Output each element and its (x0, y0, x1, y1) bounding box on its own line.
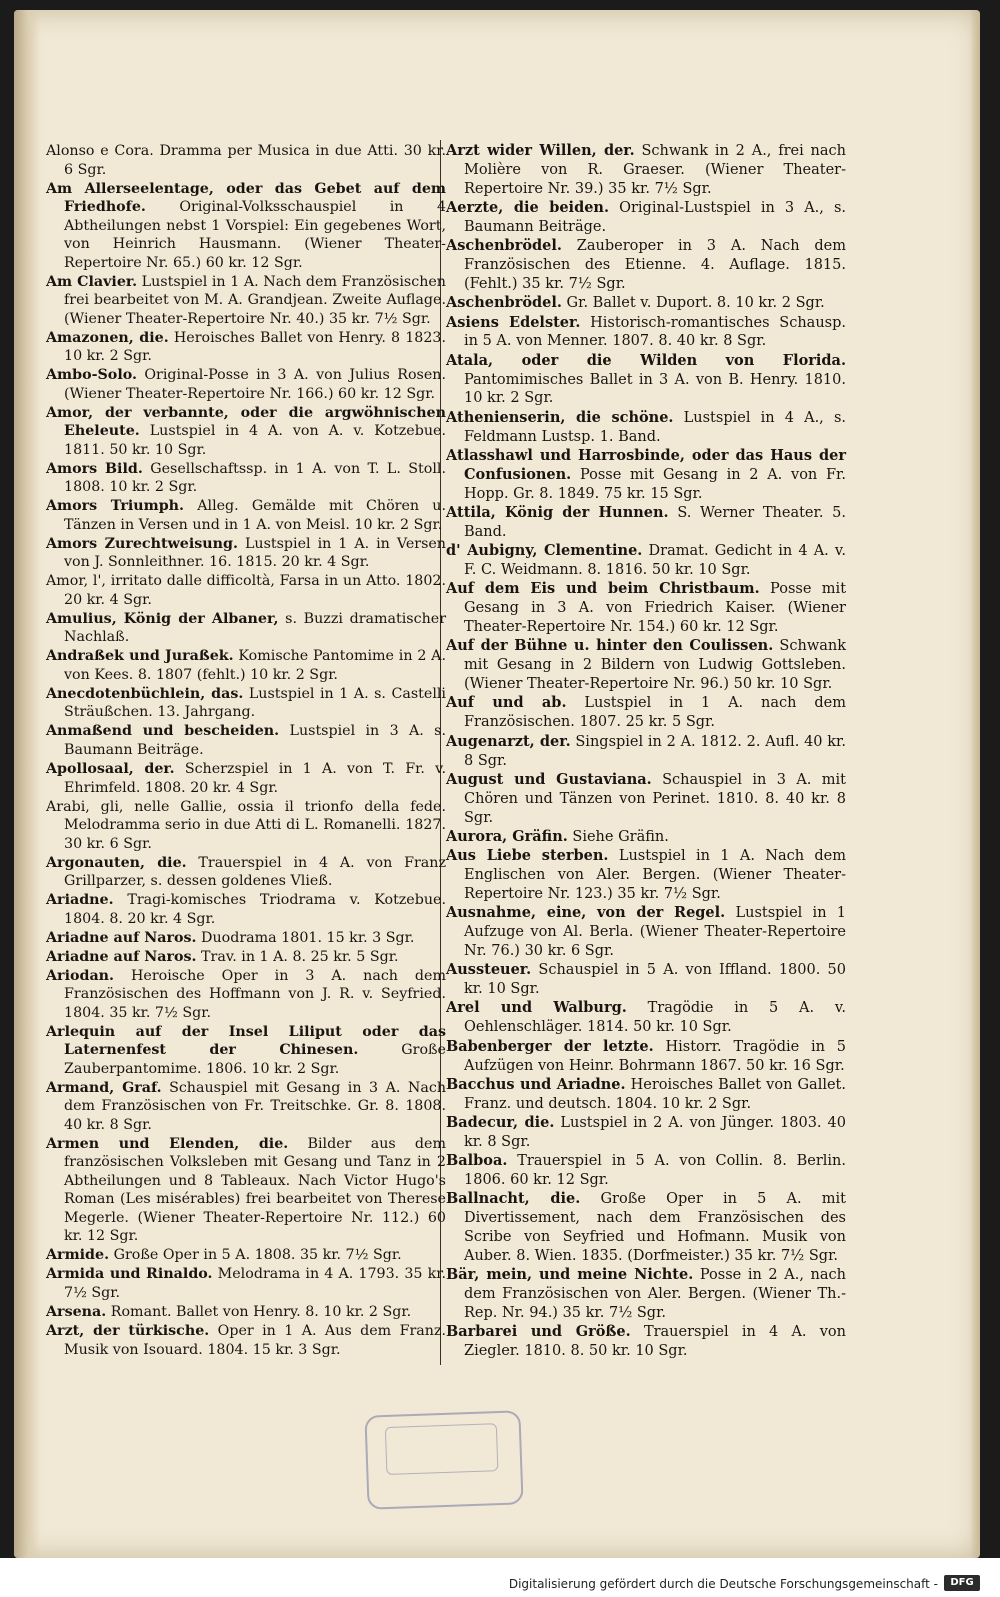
catalog-entry (46, 760, 446, 797)
entry-title: Arlequin auf der Insel Liliput oder das Laternenfest der Chinesen. (46, 1023, 446, 1059)
entry-description: Gesellschaftssp. in 1 A. von T. L. Stoll. 1808. 10 kr. 2 Sgr. (64, 460, 446, 496)
catalog-entry (46, 572, 446, 609)
entry-description: Posse mit Gesang in 3 A. von Friedrich Kaiser. (Wiener Theater-Repertoire Nr. 154.) 60 kr. 12 Sgr. (464, 581, 847, 636)
entry-title: Aurora, Gräfin. (446, 827, 568, 845)
entry-title: Aschenbrödel. (446, 294, 562, 312)
entry-title: Ariadne auf Naros. (46, 948, 197, 965)
entry-title: Ariadne auf Naros. (46, 929, 197, 946)
catalog-entry (446, 294, 846, 313)
catalog-entry (46, 948, 446, 967)
catalog-entry (446, 409, 846, 447)
entry-title: Argonauten, die. (46, 854, 187, 871)
entry-description: Schauspiel in 5 A. von Iffland. 1800. 50 kr. 10 Sgr. (464, 962, 847, 998)
catalog-entry (46, 891, 446, 928)
catalog-entry (446, 1076, 846, 1114)
entry-description: Romant. Ballet von Henry. 8. 10 kr. 2 Sgr. (110, 1303, 412, 1320)
catalog-entry (46, 610, 446, 647)
entry-description: Pantomimisches Ballet in 3 A. von B. Henry. 1810. 10 kr. 2 Sgr. (464, 371, 846, 407)
entry-description: Bilder aus dem französischen Volksleben mit Gesang und Tanz in 2 Abtheilungen und 8 Tableaux. Nach Victor Hugo's Roman (Les misérables) frei bearbeitet von Therese Megerle. (Wiener Theater-Repertoire Nr. 112.) 60 kr. 12 Sgr. (64, 1135, 446, 1245)
catalog-entry (446, 694, 846, 732)
page-edge (970, 10, 980, 1558)
catalog-entry (446, 637, 846, 694)
entry-title: Badecur, die. (446, 1114, 555, 1132)
entry-description: Lustspiel in 1 A. s. Castelli Sträußchen. 13. Jahrgang. (64, 685, 446, 721)
entry-description: Historisch-romantisches Schausp. in 5 A. von Menner. 1807. 8. 40 kr. 8 Sgr. (464, 314, 846, 350)
catalog-entry (446, 1114, 846, 1152)
entry-title: Bär, mein, und meine Nichte. (446, 1266, 694, 1284)
digitization-note: Digitalisierung gefördert durch die Deutsche Forschungsgemeinschaft - (508, 1577, 938, 1591)
entry-title: Armen und Elenden, die. (46, 1135, 289, 1152)
library-stamp (364, 1410, 523, 1509)
entry-description: Lustspiel in 1 Aufzuge von Al. Berla. (Wiener Theater-Repertoire Nr. 76.) 30 kr. 6 Sgr. (464, 905, 847, 959)
entry-description: Gr. Ballet v. Duport. 8. 10 kr. 2 Sgr. (566, 295, 825, 312)
entry-description: Trauerspiel in 5 A. von Collin. 8. Berlin. 1806. 60 kr. 12 Sgr. (464, 1153, 846, 1189)
entry-description: Posse in 2 A., nach dem Französischen von Aler. Bergen. (Wiener Th.-Rep. Nr. 94.) 35 kr. 7½ Sgr. (464, 1267, 846, 1321)
entry-title: August und Gustaviana. (446, 770, 652, 788)
entry-description: Heroisches Ballet von Henry. 8 1823. 10 kr. 2 Sgr. (64, 329, 446, 365)
catalog-entry (46, 1079, 446, 1135)
catalog-entry (46, 460, 446, 497)
entry-description: Tragi-komisches Triodrama v. Kotzebue. 1804. 8. 20 kr. 4 Sgr. (64, 892, 447, 927)
entry-description: Siehe Gräfin. (572, 828, 669, 845)
entry-description: Lustspiel in 3 A. s. Baumann Beiträge. (64, 723, 447, 758)
entry-description: Trav. in 1 A. 8. 25 kr. 5 Sgr. (201, 948, 399, 965)
entry-description: Lustspiel in 4 A. von A. v. Kotzebue. 1811. 50 kr. 10 Sgr. (64, 423, 447, 458)
entry-description: Historr. Tragödie in 5 Aufzügen von Heinr. Bohrmann 1867. 50 kr. 16 Sgr. (464, 1038, 846, 1074)
catalog-entry (446, 580, 846, 637)
entry-title: Am Allerseelentage, oder das Gebet auf dem Friedhofe. (46, 180, 446, 216)
catalog-entry (446, 447, 846, 504)
catalog-entry (446, 352, 846, 409)
catalog-entry (46, 1265, 446, 1302)
entry-description: Schwank in 2 A., frei nach Molière von R. Graeser. (Wiener Theater-Repertoire Nr. 39.) 35 kr. 7½ Sgr. (464, 143, 846, 197)
entry-title: Amors Zurechtweisung. (46, 535, 238, 552)
entry-description: Schauspiel mit Gesang in 3 A. Nach dem Französischen von Fr. Treitschke. Gr. 8. 1808. 40 kr. 8 Sgr. (64, 1079, 446, 1133)
entry-title: Amors Bild. (46, 460, 143, 477)
catalog-entry (446, 771, 846, 828)
entry-description: Scherzspiel in 1 A. von T. Fr. v. Ehrimfeld. 1808. 20 kr. 4 Sgr. (64, 761, 446, 796)
binding-shadow (14, 10, 40, 1558)
catalog-entry (46, 722, 446, 759)
entry-title: Ausnahme, eine, von der Regel. (446, 904, 726, 922)
entry-title: Aussteuer. (446, 961, 532, 979)
entry-description: Heroische Oper in 3 A. nach dem Französischen des Hoffmann von J. R. v. Seyfried. 1804. 35 kr. 7½ Sgr. (64, 967, 447, 1021)
catalog-entry (446, 999, 846, 1037)
entry-description: Posse mit Gesang in 2 A. von Fr. Hopp. Gr. 8. 1849. 75 kr. 15 Sgr. (464, 466, 846, 502)
catalog-entry (446, 1038, 846, 1076)
entry-description: Große Zauberpantomime. 1806. 10 kr. 2 Sgr. (64, 1042, 446, 1077)
entry-title: Auf der Bühne u. hinter den Coulissen. (446, 637, 774, 655)
stamp-inner-box (385, 1423, 499, 1475)
entry-description: S. Werner Theater. 5. Band. (464, 505, 846, 540)
entry-title: Anmaßend und bescheiden. (46, 723, 280, 740)
catalog-entry (46, 1246, 446, 1265)
catalog-entry (446, 1152, 846, 1190)
catalog-entry (446, 237, 846, 294)
entry-description: Alonso e Cora. Dramma per Musica in due Atti. 30 kr. 6 Sgr. (46, 143, 446, 178)
catalog-entry (46, 329, 446, 366)
entry-description: s. Buzzi dramatischer Nachlaß. (64, 610, 447, 646)
catalog-entry (446, 199, 846, 237)
catalog-entry (446, 314, 846, 352)
catalog-entry (46, 967, 446, 1023)
catalog-entry (446, 961, 846, 999)
entry-description: Original-Posse in 3 A. von Julius Rosen. (Wiener Theater-Repertoire Nr. 166.) 60 kr. 12 Sgr. (64, 367, 446, 402)
entry-title: Auf dem Eis und beim Christbaum. (446, 580, 760, 598)
catalog-entry (46, 404, 446, 460)
entry-title: Aerzte, die beiden. (446, 199, 610, 217)
entry-description: Duodrama 1801. 15 kr. 3 Sgr. (201, 929, 415, 946)
catalog-entry (446, 828, 846, 847)
entry-title: Ariadne. (46, 892, 114, 909)
entry-title: Ariodan. (46, 967, 115, 984)
entry-title: Arsena. (46, 1303, 107, 1320)
entry-description: Trauerspiel in 4 A. von Franz Grillparzer, s. dessen goldenes Vließ. (64, 854, 446, 890)
entry-description: Schauspiel in 3 A. mit Chören und Tänzen von Perinet. 1810. 8. 40 kr. 8 Sgr. (464, 771, 847, 826)
entry-title: Ballnacht, die. (446, 1190, 581, 1208)
entry-description: Lustspiel in 1 A. Nach dem Englischen von Aler. Bergen. (Wiener Theater-Repertoire Nr. 123.) 35 kr. 7½ Sgr. (464, 848, 847, 902)
entry-title: Attila, König der Hunnen. (446, 504, 669, 522)
entry-description: Heroisches Ballet von Gallet. Franz. und deutsch. 1804. 10 kr. 2 Sgr. (464, 1076, 846, 1112)
entry-title: Armida und Rinaldo. (46, 1266, 213, 1283)
entry-description: Trauerspiel in 4 A. von Ziegler. 1810. 8. 50 kr. 10 Sgr. (464, 1324, 847, 1360)
catalog-entry (46, 1135, 446, 1246)
entry-title: Balboa. (446, 1152, 508, 1170)
entry-title: Atala, oder die Wilden von Florida. (446, 351, 846, 369)
entry-description: Große Oper in 5 A. mit Divertissement, nach dem Französischen des Scribe von Seyfried und Hofmann. Musik von Auber. 8. Wien. 1835. (Dorfmeister.) 35 kr. 7½ Sgr. (464, 1191, 847, 1264)
catalog-entry (446, 733, 846, 771)
entry-title: Athenienserin, die schöne. (446, 408, 674, 426)
entry-title: Am Clavier. (46, 273, 138, 290)
entry-description: Zauberoper in 3 A. Nach dem Französischen des Etienne. 4. Auflage. 1815. (Fehlt.) 35 kr. 7½ Sgr. (464, 238, 847, 292)
catalog-entry (46, 366, 446, 403)
entry-description: Dramat. Gedicht in 4 A. v. F. C. Weidmann. 8. 1816. 50 kr. 10 Sgr. (464, 543, 847, 579)
catalog-entry (446, 504, 846, 542)
entry-title: Barbarei und Größe. (446, 1323, 631, 1341)
right-column (446, 142, 846, 1362)
catalog-entry (446, 1266, 846, 1323)
catalog-entry (446, 542, 846, 580)
entry-title: Aus Liebe sterben. (446, 847, 609, 865)
entry-description: Singspiel in 2 A. 1812. 2. Aufl. 40 kr. 8 Sgr. (464, 733, 847, 769)
left-column (46, 142, 446, 1360)
entry-description: Große Oper in 5 A. 1808. 35 kr. 7½ Sgr. (113, 1247, 402, 1264)
catalog-entry (46, 647, 446, 684)
entry-title: Amulius, König der Albaner, (46, 610, 279, 627)
catalog-entry (46, 685, 446, 722)
catalog-entry (446, 142, 846, 199)
entry-title: Arzt, der türkische. (46, 1322, 210, 1339)
entry-description: Original-Lustspiel in 3 A., s. Baumann Beiträge. (464, 200, 846, 235)
dfg-logo: DFG (944, 1575, 980, 1591)
catalog-entry (46, 273, 446, 329)
entry-description: Komische Pantomime in 2 A. von Kees. 8. 1807 (fehlt.) 10 kr. 2 Sgr. (64, 648, 447, 683)
entry-title: Aschenbrödel. (446, 237, 562, 255)
catalog-entry (46, 1303, 446, 1322)
entry-description: Lustspiel in 2 A. von Jünger. 1803. 40 kr. 8 Sgr. (464, 1115, 846, 1150)
entry-title: Auf und ab. (446, 694, 567, 712)
entry-description: Oper in 1 A. Aus dem Franz. Musik von Isouard. 1804. 15 kr. 3 Sgr. (64, 1322, 446, 1358)
entry-description: Alleg. Gemälde mit Chören u. Tänzen in Versen und in 1 A. von Meisl. 10 kr. 2 Sgr. (64, 498, 447, 533)
entry-description: Lustspiel in 1 A. nach dem Französischen. 1807. 25 kr. 5 Sgr. (464, 695, 846, 731)
entry-title: Asiens Edelster. (446, 313, 581, 331)
entry-description: Schwank mit Gesang in 2 Bildern von Ludwig Gottsleben. (Wiener Theater-Repertoire Nr. 96.) 50 kr. 10 Sgr. (464, 638, 846, 693)
entry-description: Lustspiel in 4 A., s. Feldmann Lustsp. 1. Band. (464, 409, 846, 445)
catalog-entry (46, 497, 446, 534)
entry-title: Armand, Graf. (46, 1079, 162, 1096)
catalog-entry (46, 1023, 446, 1079)
catalog-entry (46, 798, 446, 854)
entry-title: Armide. (46, 1247, 110, 1264)
entry-title: Amors Triumph. (46, 498, 185, 515)
entry-description: Amor, l', irritato dalle difficoltà, Farsa in un Atto. 1802. 20 kr. 4 Sgr. (46, 573, 446, 608)
catalog-entry (446, 847, 846, 904)
entry-title: Amazonen, die. (46, 329, 169, 346)
entry-title: Arzt wider Willen, der. (446, 142, 635, 159)
catalog-entry (446, 904, 846, 961)
catalog-entry (46, 535, 446, 572)
entry-title: Augenarzt, der. (446, 732, 571, 750)
entry-title: Anecdotenbüchlein, das. (46, 685, 244, 702)
catalog-entry (46, 929, 446, 948)
entry-title: Arel und Walburg. (446, 999, 627, 1017)
catalog-entry (446, 1323, 846, 1361)
catalog-entry (46, 142, 446, 179)
entry-description: Lustspiel in 1 A. Nach dem Französischen frei bearbeitet von M. A. Grandjean. Zweite Auflage. (Wiener Theater-Repertoire Nr. 40.) 35 kr. 7½ Sgr. (64, 273, 446, 327)
entry-description: Original-Volksschauspiel in 4 Abtheilungen nebst 1 Vorspiel: Ein gegebenes Wort, von Heinrich Hausmann. (Wiener Theater-Repertoire Nr. 65.) 60 kr. 12 Sgr. (64, 199, 447, 271)
entry-title: Andraßek und Juraßek. (46, 648, 234, 665)
entry-title: d' Aubigny, Clementine. (446, 542, 643, 560)
entry-description: Arabi, gli, nelle Gallie, ossia il trionfo della fede. Melodramma serio in due Atti di L. Romanelli. 1827. 30 kr. 6 Sgr. (46, 798, 446, 852)
catalog-entry (46, 180, 446, 273)
entry-title: Apollosaal, der. (46, 761, 175, 778)
entry-title: Ambo-Solo. (46, 367, 137, 384)
catalog-entry (46, 854, 446, 891)
entry-title: Bacchus und Ariadne. (446, 1075, 626, 1093)
catalog-entry (446, 1190, 846, 1265)
entry-title: Atlasshawl und Harrosbinde, oder das Haus der Confusionen. (446, 447, 846, 483)
entry-description: Melodrama in 4 A. 1793. 35 kr. 7½ Sgr. (64, 1266, 446, 1301)
entry-description: Tragödie in 5 A. v. Oehlenschläger. 1814. 50 kr. 10 Sgr. (464, 1000, 847, 1036)
catalog-entry (46, 1322, 446, 1359)
entry-title: Babenberger der letzte. (446, 1037, 654, 1055)
entry-description: Lustspiel in 1 A. in Versen von J. Sonnleithner. 16. 1815. 20 kr. 4 Sgr. (64, 535, 446, 571)
entry-title: Amor, der verbannte, oder die argwöhnischen Eheleute. (46, 404, 446, 440)
